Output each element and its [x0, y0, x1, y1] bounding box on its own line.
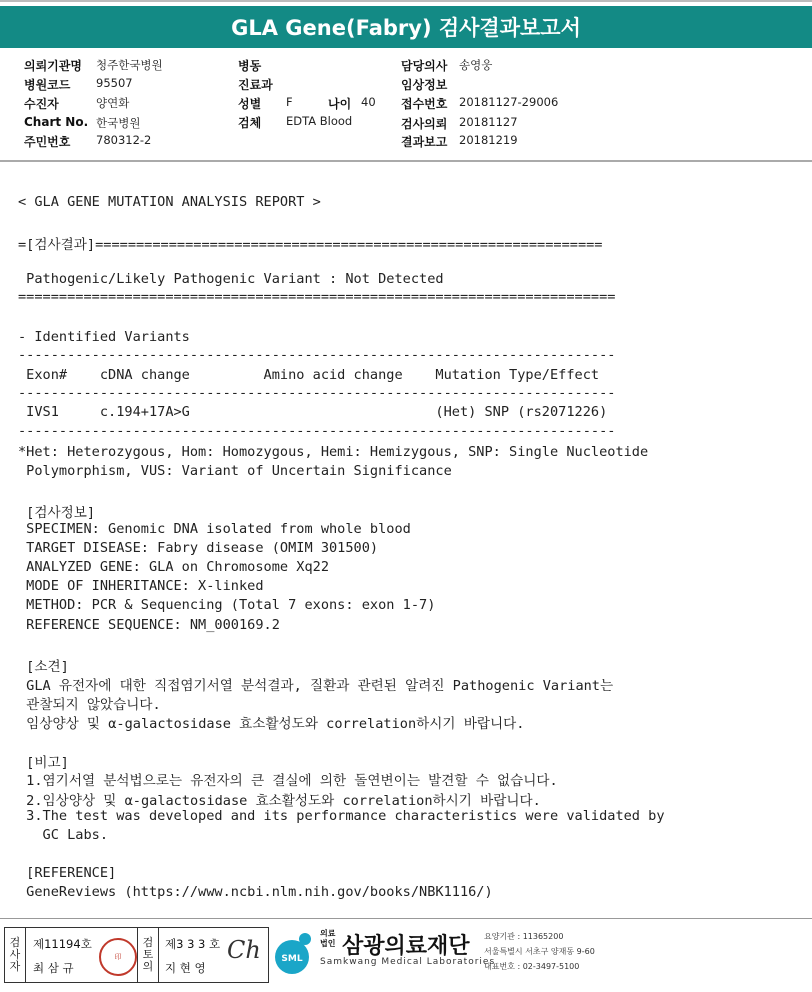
- abbreviation-note: Polymorphism, VUS: Variant of Uncertain Significance: [18, 463, 452, 479]
- patient-info-section: [0, 48, 812, 162]
- age-label: 나이: [328, 97, 352, 111]
- opinion-heading: [소견]: [18, 659, 69, 675]
- result-section-header: =[검사결과]==============================================================: [18, 237, 603, 253]
- remarks-heading: [비고]: [18, 755, 69, 771]
- remarks-line: 3.The test was developed and its performance characteristics were validated by: [18, 808, 665, 824]
- seal-stamp: 印: [99, 938, 137, 976]
- remarks-line: 1.염기서열 분석법으로는 유전자의 큰 결실에 의한 돌연변이는 발견할 수 없습니다.: [18, 773, 558, 789]
- hospital-name-value: 청주한국병원: [96, 58, 163, 72]
- test-info-line: MODE OF INHERITANCE: X-linked: [18, 578, 264, 594]
- report-date-label: 결과보고: [401, 135, 448, 149]
- accession-no-value: 20181127-29006: [459, 95, 559, 109]
- sex-value: F: [286, 95, 293, 109]
- hospital-code-label: 병원코드: [24, 78, 71, 92]
- organization-name: 삼광의료재단: [342, 934, 470, 959]
- organization-english-name: Samkwang Medical Laboratories: [320, 957, 496, 967]
- examiner-name: 최 삼 규: [33, 961, 74, 975]
- reviewer-signature: Ch: [227, 936, 261, 964]
- reference-heading: [REFERENCE]: [18, 865, 117, 881]
- divider: =========================================================================: [18, 289, 616, 305]
- hospital-code-value: 95507: [96, 76, 133, 90]
- reviewer-name: 지 현 영: [165, 961, 206, 975]
- specimen-label: 검체: [238, 116, 262, 130]
- remarks-line: 2.임상양상 및 α-galactosidase 효소활성도와 correlation하시기 바랍니다.: [18, 793, 541, 809]
- clinical-info-label: 임상정보: [401, 78, 448, 92]
- logo-text: SML: [281, 954, 303, 964]
- resident-no-value: 780312-2: [96, 133, 152, 147]
- opinion-line: 관찰되지 않았습니다.: [18, 697, 161, 713]
- sex-label: 성별: [238, 97, 262, 111]
- test-info-line: ANALYZED GENE: GLA on Chromosome Xq22: [18, 559, 329, 575]
- phone-number: 대표번호 : 02-3497-5100: [484, 962, 580, 971]
- test-info-heading: [검사정보]: [18, 505, 96, 521]
- patient-label: 수진자: [24, 97, 59, 111]
- variants-table-row: IVS1 c.194+17A>G (Het) SNP (rs2071226): [18, 404, 608, 420]
- top-divider: [0, 0, 812, 2]
- opinion-line: 임상양상 및 α-galactosidase 효소활성도와 correlation하시기 바랍니다.: [18, 716, 525, 732]
- signature-box: [4, 927, 269, 983]
- resident-no-label: 주민번호: [24, 135, 71, 149]
- doctor-label: 담당의사: [401, 59, 448, 73]
- reviewer-label: 검토의: [137, 928, 159, 982]
- divider: -------------------------------------------------------------------------: [18, 423, 616, 439]
- variants-table-header: Exon# cDNA change Amino acid change Mutation Type/Effect: [18, 367, 600, 383]
- examiner-license: 제11194호: [33, 937, 92, 951]
- remarks-line: GC Labs.: [18, 827, 109, 843]
- ward-label: 병동: [238, 59, 262, 73]
- sml-logo-icon: [272, 927, 322, 977]
- examiner-label: 검사자: [5, 928, 26, 982]
- specimen-value: EDTA Blood: [286, 114, 353, 128]
- divider: -------------------------------------------------------------------------: [18, 385, 616, 401]
- reviewer-license: 제3 3 3 호: [165, 937, 221, 951]
- request-date-value: 20181127: [459, 115, 518, 129]
- report-heading: < GLA GENE MUTATION ANALYSIS REPORT >: [18, 194, 321, 210]
- report-footer: [0, 918, 812, 992]
- department-label: 진료과: [238, 78, 273, 92]
- report-date-value: 20181219: [459, 133, 518, 147]
- test-info-line: SPECIMEN: Genomic DNA isolated from whole blood: [18, 521, 411, 537]
- opinion-line: GLA 유전자에 대한 직접염기서열 분석결과, 질환과 관련된 알려진 Pathogenic Variant는: [18, 678, 614, 694]
- abbreviation-note: *Het: Heterozygous, Hom: Homozygous, Hemi: Hemizygous, SNP: Single Nucleotide: [18, 444, 649, 460]
- corp-label: 의료법인: [320, 929, 336, 948]
- test-info-line: METHOD: PCR & Sequencing (Total 7 exons: exon 1-7): [18, 597, 436, 613]
- address: 서울특별시 서초구 양재동 9-60: [484, 947, 595, 956]
- institution-code: 요양기관 : 11365200: [484, 932, 564, 941]
- test-info-line: REFERENCE SEQUENCE: NM_000169.2: [18, 617, 280, 633]
- divider: -------------------------------------------------------------------------: [18, 347, 616, 363]
- hospital-name-label: 의뢰기관명: [24, 59, 82, 73]
- chart-no-label: Chart No.: [24, 115, 89, 129]
- patient-value: 양연화: [96, 96, 130, 110]
- doctor-value: 송영웅: [459, 58, 493, 72]
- report-title: GLA Gene(Fabry) 검사결과보고서: [0, 6, 812, 48]
- reference-link: GeneReviews (https://www.ncbi.nlm.nih.gov/books/NBK1116/): [18, 884, 493, 900]
- accession-no-label: 접수번호: [401, 97, 448, 111]
- result-summary: Pathogenic/Likely Pathogenic Variant : Not Detected: [18, 271, 444, 287]
- test-info-line: TARGET DISEASE: Fabry disease (OMIM 301500): [18, 540, 379, 556]
- variants-heading: - Identified Variants: [18, 329, 190, 345]
- chart-no-value: 한국병원: [96, 116, 141, 130]
- request-date-label: 검사의뢰: [401, 117, 448, 131]
- age-value: 40: [361, 95, 376, 109]
